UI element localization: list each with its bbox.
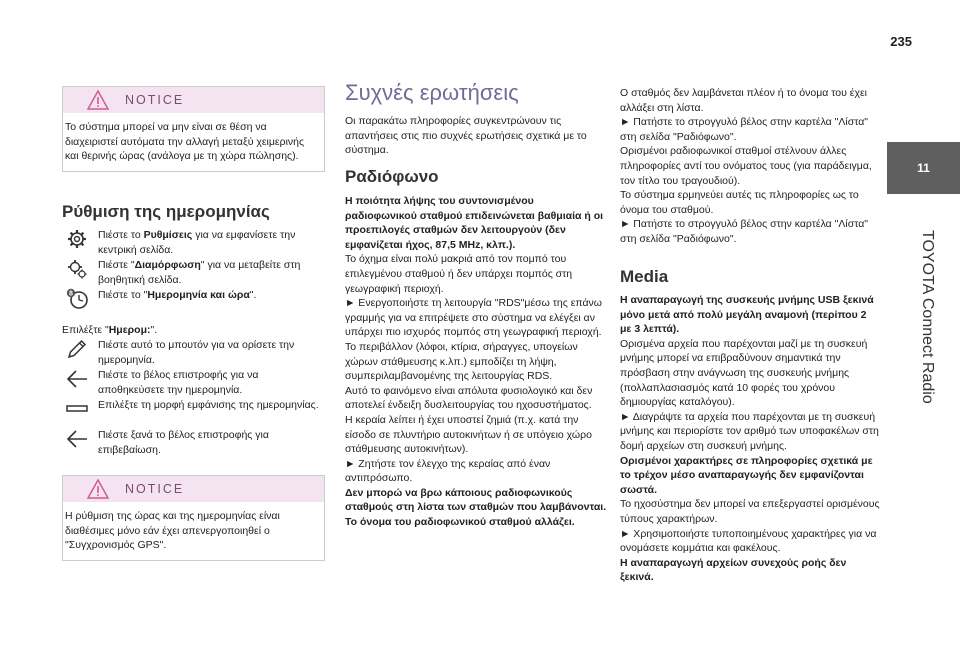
svg-text:8: 8: [69, 290, 73, 298]
warning-icon: [87, 479, 109, 499]
answer: Ο σταθμός δεν λαμβάνεται πλέον ή το όνομα του έχει αλλάξει στη λίστα.: [620, 87, 867, 114]
question: Η αναπαραγωγή αρχείων συνεχούς ροής δεν ξεκινά.: [620, 556, 847, 584]
step-date-time: 8 Πιέστε το "Ημερομηνία και ώρα".: [62, 288, 325, 318]
back-arrow-icon: [66, 428, 88, 450]
step-settings: Πιέστε το Ρυθμίσεις για να εμφανίσετε την κεντρική σελίδα.: [62, 228, 325, 258]
answer: ► Πατήστε το στρογγυλό βέλος στην καρτέλα "Λίστα" στη σελίδα "Ραδιόφωνο".: [620, 116, 869, 143]
notice-header: [63, 476, 324, 502]
date-steps: [62, 228, 325, 318]
media-heading: Media: [620, 267, 669, 286]
notice-box: [62, 475, 325, 561]
answer: Η κεραία λείπει ή έχει υποστεί ζημιά (π.χ. κατά την είσοδο σε πλυντήριο αυτοκινήτων ή σε υπόγειο χώρο στάθμευσης αυτοκινήτων).: [345, 413, 592, 456]
answer: Το σύστημα ερμηνεύει αυτές τις πληροφορίες ως το όνομα του σταθμού.: [620, 189, 859, 216]
select-date-line: Επιλέξτε "Ημερομ:".: [62, 324, 158, 336]
settings-gear-icon: [66, 228, 88, 250]
clock-8-icon: [66, 288, 88, 310]
question: Δεν μπορώ να βρω κάποιους ραδιοφωνικούς σταθμούς στη λίστα των σταθμών που λαμβάνονται.: [345, 486, 607, 514]
format-bar-icon: [66, 398, 88, 420]
chapter-title: TOYOTA Connect Radio: [919, 230, 936, 404]
answer: Το όχημα είναι πολύ μακριά από τον πομπό του επιλεγμένου σταθμού ή δεν υπάρχει πομπός στη γεωγραφική περιοχή.: [345, 253, 573, 295]
question: Η αναπαραγωγή της συσκευής μνήμης USB ξεκινά μόνο μετά από πολύ μεγάλη αναμονή (περίπου 2 με 3 λεπτά).: [620, 294, 874, 336]
answer: ► Πατήστε το στρογγυλό βέλος στην καρτέλα "Λίστα" στη σελίδα "Ραδιόφωνο".: [620, 218, 869, 245]
pencil-icon: [66, 338, 88, 360]
media-faq: [620, 293, 880, 585]
radio-heading: Ραδιόφωνο: [345, 167, 439, 186]
question: Η ποιότητα λήψης του συντονισμένου ραδιοφωνικού σταθμού επιδεινώνεται βαθμιαία ή οι προεπιλογές σταθμών δεν λειτουργούν (δεν εμφανίζεται ήχος, 87,5 MHz, κλπ.).: [345, 195, 604, 251]
question: Ορισμένοι χαρακτήρες σε πληροφορίες σχετικά με το τρέχον μέσο αναπαραγωγής δεν εμφανίζονται σωστά.: [620, 454, 873, 496]
question: Το όνομα του ραδιοφωνικού σταθμού αλλάζει.: [345, 516, 575, 529]
back-arrow-icon: [66, 368, 88, 390]
faq-intro: Οι παρακάτω πληροφορίες συγκεντρώνουν τις απαντήσεις στις πιο συχνές ερωτήσεις σχετικά με το σύστημα.: [345, 115, 587, 157]
answer: ► Ζητήστε τον έλεγχο της κεραίας από έναν αντιπρόσωπο.: [345, 457, 551, 485]
step-set-date: Πιέστε αυτό το μπουτόν για να ορίσετε την ημερομηνία.: [62, 338, 325, 368]
warning-icon: [87, 90, 109, 110]
notice-header: [63, 87, 324, 113]
notice-text: Το σύστημα μπορεί να μην είναι σε θέση να διαχειριστεί αυτόματα την αλλαγή μεταξύ χειμερινής και θερινής ώρας (ανάλογα με τη χώρα πώλησης).: [65, 121, 305, 163]
radio-faq: [345, 194, 608, 530]
faq-title: Συχνές ερωτήσεις: [345, 80, 519, 105]
date-steps-2: [62, 338, 325, 458]
notice-box: [62, 86, 325, 172]
answer: ► Χρησιμοποιήστε τυποποιημένους χαρακτήρες για να ονομάσετε κομμάτια και φακέλους.: [620, 527, 877, 555]
answer: Το ηχοσύστημα δεν μπορεί να επεξεργαστεί ορισμένους τύπους χαρακτήρων.: [620, 498, 880, 525]
radio-faq-cont: [620, 86, 880, 247]
notice-text: Η ρύθμιση της ώρας και της ημερομηνίας είναι διαθέσιμες μόνο εάν έχει απενεργοποιηθεί ο "Συγχρονισμός GPS".: [65, 510, 280, 552]
answer: Αυτό το φαινόμενο είναι απόλυτα φυσιολογικό και δεν αποτελεί ένδειξη δυσλειτουργίας του ηχοσυστήματος.: [345, 384, 593, 412]
answer: Το περιβάλλον (λόφοι, κτίρια, σήραγγες, υπογείων χώρων στάθμευσης κ.λπ.) εμποδίζει τη λήψη, συμπεριλαμβανομένης της λειτουργίας RDS.: [345, 340, 578, 383]
notice-title: NOTICE: [125, 92, 185, 107]
answer: ► Ενεργοποιήστε τη λειτουργία "RDS"μέσω της επάνω γραμμής για να επιτρέψετε στο σύστημα να ελέγξει αν υπάρχει πιο ισχυρός πομπός στη γεωγραφική περιοχή.: [345, 297, 602, 339]
answer: ► Διαγράψτε τα αρχεία που παρέχονται με τη συσκευή μνήμης και περιορίστε τον αριθμό των υποφακέλων στη δομή αρχείων στη συσκευή μνήμης.: [620, 410, 879, 452]
step-date-format: Επιλέξτε τη μορφή εμφάνισης της ημερομηνίας.: [62, 398, 325, 428]
step-configuration: Πιέστε "Διαμόρφωση" για να μεταβείτε στη βοηθητική σελίδα.: [62, 258, 325, 288]
date-heading: Ρύθμιση της ημερομηνίας: [62, 202, 270, 221]
chapter-tab: 11: [887, 142, 960, 194]
step-confirm: Πιέστε ξανά το βέλος επιστροφής για επιβεβαίωση.: [62, 428, 325, 458]
answer: Ορισμένα αρχεία που παρέχονται μαζί με τη συσκευή μνήμης μπορεί να επιβραδύνουν σημαντικά την πρόσβαση στην ανάγνωση της συσκευής μνήμης (πολλαπλασιασμός κατά 10 φορές του χρόνου δημιουργίας καταλόγου).: [620, 337, 868, 409]
step-save-date: Πιέστε το βέλος επιστροφής για να αποθηκεύσετε την ημερομηνία.: [62, 368, 325, 398]
answer: Ορισμένοι ραδιοφωνικοί σταθμοί στέλνουν άλλες πληροφορίες αντί του ονόματος τους (για παράδειγμα, τον τίτλο του τραγουδιού).: [620, 145, 872, 187]
notice-title: NOTICE: [125, 481, 185, 496]
configuration-gear-icon: [66, 258, 88, 280]
page-number: 235: [890, 34, 912, 49]
